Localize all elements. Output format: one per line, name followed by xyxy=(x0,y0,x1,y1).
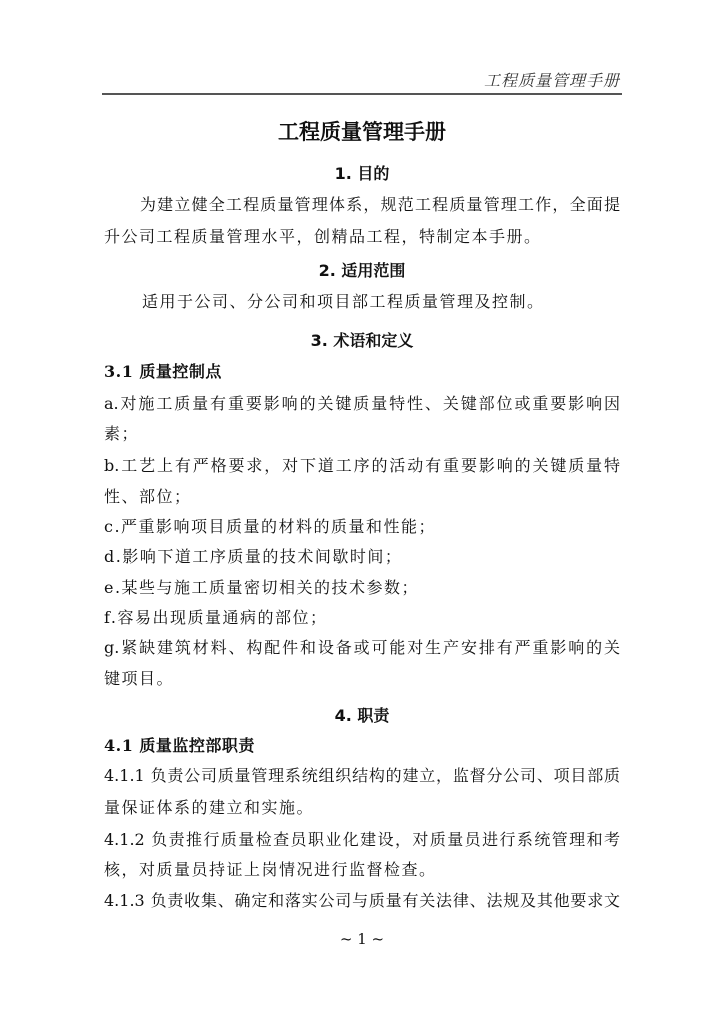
list-item: b.工艺上有严格要求，对下道工序的活动有重要影响的关键质量特 xyxy=(104,456,620,475)
paragraph-line: 核，对质量员持证上岗情况进行监督检查。 xyxy=(104,860,437,879)
paragraph-line: 为建立健全工程质量管理体系，规范工程质量管理工作，全面提 xyxy=(140,195,620,214)
subsection-heading: 3.1 质量控制点 xyxy=(104,362,222,381)
paragraph-line: 4.1.3 负责收集、确定和落实公司与质量有关法律、法规及其他要求文 xyxy=(104,891,620,910)
paragraph-line: 4.1.2 负责推行质量检查员职业化建设，对质量员进行系统管理和考 xyxy=(104,830,620,849)
list-item: a.对施工质量有重要影响的关键质量特性、关键部位或重要影响因 xyxy=(104,394,620,413)
list-item: d.影响下道工序质量的技术间歇时间； xyxy=(104,547,403,566)
running-header: 工程质量管理手册 xyxy=(483,71,620,90)
paragraph-line: 升公司工程质量管理水平，创精品工程，特制定本手册。 xyxy=(104,227,542,246)
paragraph-line: 适用于公司、分公司和项目部工程质量管理及控制。 xyxy=(142,292,545,311)
subsection-heading: 4.1 质量监控部职责 xyxy=(104,736,255,755)
list-item: 素； xyxy=(104,424,140,443)
paragraph-line: 量保证体系的建立和实施。 xyxy=(104,798,315,817)
list-item: g.紧缺建筑材料、构配件和设备或可能对生产安排有严重影响的关 xyxy=(104,638,620,657)
header-divider xyxy=(102,93,622,95)
document-title: 工程质量管理手册 xyxy=(278,120,446,144)
section-heading-purpose: 1. 目的 xyxy=(334,164,390,183)
list-item: c.严重影响项目质量的材料的质量和性能； xyxy=(104,517,437,536)
page-number: ~ 1 ~ xyxy=(339,930,385,948)
section-heading-responsibilities: 4. 职责 xyxy=(334,706,390,725)
list-item: 键项目。 xyxy=(104,669,175,688)
section-heading-terms: 3. 术语和定义 xyxy=(310,331,414,350)
paragraph-line: 4.1.1 负责公司质量管理系统组织结构的建立，监督分公司、项目部质 xyxy=(104,766,620,785)
list-item: f.容易出现质量通病的部位； xyxy=(104,608,328,627)
list-item: 性、部位； xyxy=(104,487,192,506)
section-heading-scope: 2. 适用范围 xyxy=(318,261,406,280)
list-item: e.某些与施工质量密切相关的技术参数； xyxy=(104,578,420,597)
